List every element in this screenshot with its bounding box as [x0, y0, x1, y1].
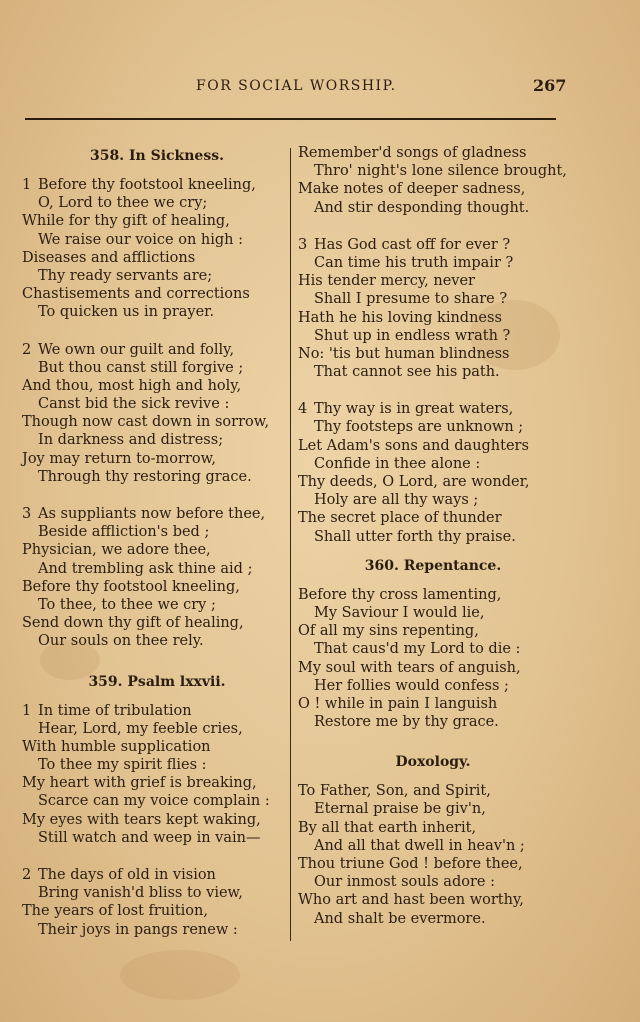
- verse-text: Shall I presume to share ?: [314, 291, 508, 308]
- verse-line: [298, 309, 568, 327]
- verse-text: Through thy restoring grace.: [38, 468, 252, 485]
- verse-text: As suppliants now before thee,: [38, 506, 266, 522]
- verse-line: [298, 290, 568, 308]
- stanza-number: 3: [22, 506, 32, 522]
- verse-line: [298, 437, 568, 455]
- verse-line: [22, 359, 292, 377]
- verse-text: We own our guilt and folly,: [38, 341, 235, 358]
- verse-text: Make notes of deeper sadness,: [298, 181, 526, 198]
- stanza-number: 1: [22, 177, 32, 193]
- verse-text: Who art and hast been worthy,: [298, 892, 524, 909]
- verse-text: Thy deeds, O Lord, are wonder,: [298, 474, 530, 490]
- verse-text: My eyes with tears kept waking,: [22, 811, 261, 828]
- verse-line: [298, 418, 568, 436]
- verse-line: [298, 604, 568, 622]
- verse-text: Send down thy gift of healing,: [22, 615, 244, 632]
- verse-line: [22, 395, 292, 413]
- verse-text: Confide in thee alone :: [314, 455, 481, 472]
- verse-line: [22, 468, 292, 486]
- verse-text: And shalt be evermore.: [314, 910, 486, 927]
- verse-text: Of all my sins repenting,: [298, 623, 479, 640]
- verse-line: [298, 345, 568, 363]
- verse-line: [298, 528, 568, 546]
- stanza-gap: [22, 486, 292, 505]
- stanza-gap: [22, 651, 292, 670]
- verse-text: No: 'tis but human blindness: [298, 345, 510, 362]
- verse-text: Though now cast down in sorrow,: [22, 414, 270, 431]
- verse-line: [22, 578, 292, 596]
- verse-line: [22, 267, 292, 285]
- verse-text: My soul with tears of anguish,: [298, 659, 521, 676]
- verse-line: [298, 509, 568, 527]
- verse-line: [22, 829, 292, 847]
- header-rule: [25, 118, 556, 120]
- verse-text: Joy may return to-morrow,: [22, 450, 216, 467]
- verse-line: [298, 837, 568, 855]
- hymn-title: 358. In Sickness.: [90, 148, 224, 164]
- verse-text: That caus'd my Lord to die :: [314, 641, 521, 658]
- verse-line: [22, 212, 292, 230]
- verse-line: [22, 231, 292, 249]
- page-number: 267: [533, 76, 567, 95]
- verse-line: [298, 455, 568, 473]
- verse-line: [298, 473, 568, 491]
- verse-line: [22, 738, 292, 756]
- verse-text: Thou triune God ! before thee,: [298, 856, 523, 872]
- verse-text: And stir desponding thought.: [314, 199, 530, 216]
- verse-line: [22, 921, 292, 939]
- verse-text: Canst bid the sick revive :: [38, 396, 230, 413]
- stanza-gap: [298, 217, 568, 236]
- verse-text: Hear, Lord, my feeble cries,: [38, 720, 243, 737]
- verse-text: My heart with grief is breaking,: [22, 775, 257, 792]
- verse-line: [298, 695, 568, 713]
- stanza-number: 4: [298, 401, 308, 418]
- verse-line: [22, 541, 292, 559]
- verse-text: Our souls on thee rely.: [38, 633, 204, 650]
- verse-text: Shall utter forth thy praise.: [314, 528, 516, 545]
- verse-text: Before thy cross lamenting,: [298, 586, 502, 603]
- verse-line: [298, 254, 568, 272]
- verse-text: In darkness and distress;: [38, 432, 224, 449]
- verse-text: And all that dwell in heav'n ;: [314, 837, 525, 854]
- verse-line: [22, 431, 292, 449]
- verse-line: [298, 800, 568, 818]
- verse-text: We raise our voice on high :: [38, 231, 244, 248]
- verse-text: My Saviour I would lie,: [314, 604, 485, 621]
- verse-line: [22, 792, 292, 810]
- verse-line: [298, 180, 568, 198]
- verse-text: Shut up in endless wrath ?: [314, 327, 511, 344]
- stanza-number: 2: [22, 867, 32, 883]
- verse-text: The years of lost fruition,: [22, 903, 208, 920]
- verse-line: [298, 272, 568, 290]
- paper-stain: [120, 950, 240, 1000]
- verse-text: To thee, to thee we cry ;: [38, 596, 216, 613]
- verse-line: [22, 866, 292, 884]
- verse-text: Chastisements and corrections: [22, 286, 250, 303]
- verse-text: Thy way is in great waters,: [314, 401, 514, 418]
- stanza-number: 1: [22, 702, 32, 719]
- verse-text: The secret place of thunder: [298, 510, 502, 527]
- verse-line: [22, 596, 292, 614]
- verse-line: [22, 285, 292, 303]
- verse-line: [22, 377, 292, 395]
- verse-text: Physician, we adore thee,: [22, 542, 211, 559]
- hymn-title: Doxology.: [395, 754, 471, 771]
- verse-text: To thee my spirit flies :: [38, 757, 207, 774]
- verse-line: [22, 884, 292, 902]
- running-head: FOR SOCIAL WORSHIP.: [196, 78, 397, 94]
- verse-text: While for thy gift of healing,: [22, 213, 230, 230]
- verse-line: [22, 720, 292, 738]
- verse-line: [22, 632, 292, 650]
- verse-line: [22, 702, 292, 720]
- verse-text: Remember'd songs of gladness: [298, 145, 527, 161]
- verse-text: Before thy footstool kneeling,: [38, 177, 256, 193]
- verse-text: Still watch and weep in vain—: [38, 829, 261, 846]
- verse-line: [298, 586, 568, 604]
- verse-text: To Father, Son, and Spirit,: [298, 783, 491, 800]
- verse-text: In time of tribulation: [38, 702, 192, 719]
- left-column: [22, 144, 292, 939]
- stanza-number: 3: [298, 236, 308, 253]
- verse-line: [22, 523, 292, 541]
- verse-line: [22, 249, 292, 267]
- verse-line: [22, 341, 292, 359]
- verse-text: Before thy footstool kneeling,: [22, 578, 240, 595]
- verse-line: [298, 640, 568, 658]
- verse-text: Her follies would confess ;: [314, 677, 509, 694]
- verse-text: Holy are all thy ways ;: [314, 492, 479, 509]
- stanza-number: 2: [22, 341, 32, 358]
- verse-line: [298, 713, 568, 731]
- verse-text: O, Lord to thee we cry;: [38, 195, 208, 212]
- verse-text: Hath he his loving kindness: [298, 309, 502, 326]
- verse-line: [298, 873, 568, 891]
- verse-line: [298, 199, 568, 217]
- verse-text: Bring vanish'd bliss to view,: [38, 885, 243, 902]
- verse-text: Can time his truth impair ?: [314, 254, 514, 271]
- verse-text: Eternal praise be giv'n,: [314, 801, 486, 818]
- verse-line: [298, 400, 568, 418]
- verse-text: Their joys in pangs renew :: [38, 921, 238, 938]
- verse-text: Thy footsteps are unknown ;: [314, 419, 524, 436]
- verse-line: [22, 756, 292, 774]
- hymn-title: 360. Repentance.: [364, 557, 502, 574]
- verse-text: His tender mercy, never: [298, 273, 475, 290]
- verse-line: [22, 450, 292, 468]
- verse-line: [22, 774, 292, 792]
- verse-text: Beside affliction's bed ;: [38, 524, 210, 541]
- verse-text: Diseases and afflictions: [22, 249, 196, 266]
- verse-text: That cannot see his path.: [314, 364, 500, 381]
- stanza-gap: [298, 731, 568, 750]
- verse-text: O ! while in pain I languish: [298, 695, 498, 712]
- verse-text: The days of old in vision: [38, 867, 216, 883]
- verse-line: [298, 677, 568, 695]
- stanza-gap: [298, 381, 568, 400]
- verse-line: [22, 614, 292, 632]
- stanza-gap: [22, 847, 292, 866]
- verse-line: [298, 855, 568, 873]
- verse-text: Thro' night's lone silence brought,: [314, 163, 567, 180]
- verse-line: [298, 622, 568, 640]
- hymn-title: 359. Psalm lxxvii.: [88, 673, 226, 690]
- verse-text: Has God cast off for ever ?: [314, 236, 511, 253]
- verse-line: [298, 162, 568, 180]
- verse-line: [298, 144, 568, 162]
- verse-text: And thou, most high and holy,: [22, 377, 242, 394]
- verse-line: [22, 176, 292, 194]
- verse-text: To quicken us in prayer.: [38, 304, 215, 321]
- verse-line: [22, 413, 292, 431]
- verse-line: [298, 891, 568, 909]
- verse-line: [298, 910, 568, 928]
- verse-line: [298, 327, 568, 345]
- verse-line: [298, 363, 568, 381]
- verse-line: [22, 560, 292, 578]
- verse-line: [298, 236, 568, 254]
- verse-line: [22, 902, 292, 920]
- verse-line: [298, 491, 568, 509]
- verse-text: Our inmost souls adore :: [314, 874, 495, 891]
- verse-line: [22, 194, 292, 212]
- verse-text: Thy ready servants are;: [38, 267, 213, 284]
- verse-text: With humble supplication: [22, 738, 211, 755]
- verse-line: [22, 505, 292, 523]
- verse-line: [298, 659, 568, 677]
- stanza-gap: [298, 546, 568, 554]
- verse-text: But thou canst still forgive ;: [38, 359, 244, 376]
- verse-text: And trembling ask thine aid ;: [38, 560, 253, 577]
- verse-text: Restore me by thy grace.: [314, 714, 499, 731]
- verse-line: [298, 782, 568, 800]
- verse-text: By all that earth inherit,: [298, 819, 477, 836]
- stanza-gap: [22, 322, 292, 341]
- verse-line: [298, 819, 568, 837]
- verse-line: [22, 811, 292, 829]
- verse-line: [22, 303, 292, 321]
- verse-text: Let Adam's sons and daughters: [298, 437, 529, 454]
- right-column: [298, 144, 568, 928]
- verse-text: Scarce can my voice complain :: [38, 793, 270, 810]
